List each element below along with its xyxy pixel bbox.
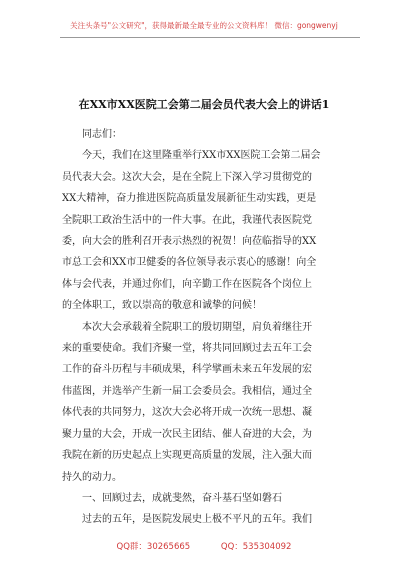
paragraph-line: 伟蓝图，并选举产生新一届工会委员会。我相信，通过全	[62, 385, 312, 397]
paragraph-line: 工作的奋斗历程与丰硕成果，科学擘画未来五年发展的宏	[62, 364, 312, 376]
paragraph-line: XX大精神，奋力推进医院高质量发展新征生动实践，更是	[62, 193, 317, 205]
paragraph-1	[62, 145, 352, 316]
document-body	[62, 124, 352, 531]
header-note: 关注头条号"公文研究"，获得最新最全最专业的公文资料库！ 微信：gongwenyj	[70, 21, 338, 30]
paragraph-line: 今天，我们在这里隆重举行XX市XX医院工会第二届会	[82, 150, 321, 162]
paragraph-line: 委，向大会的胜利召开表示热烈的祝贺！向莅临指导的XX	[62, 236, 317, 248]
paragraph-line: 持久的动力。	[62, 471, 122, 483]
paragraph-line: 体代表的共同努力，这次大会必将开成一次统一思想、凝	[62, 407, 312, 419]
paragraph-line: 我院在新的历史起点上实现更高质量的发展，注入强大而	[62, 450, 312, 462]
paragraph-3: 过去的五年，是医院发展史上极不平凡的五年。我们	[82, 514, 312, 526]
salutation: 同志们：	[82, 129, 122, 140]
header-divider	[60, 37, 360, 38]
paragraph-line: 全院职工政治生活中的一件大事。在此，我谨代表医院党	[62, 214, 312, 226]
paragraph-line: 市总工会和XX市卫健委的各位领导表示衷心的感谢！向全	[62, 257, 317, 269]
paragraph-line: 员代表大会。这次大会，是在全院上下深入学习贯彻党的	[62, 171, 312, 183]
paragraph-line: 体与会代表，并通过你们，向辛勤工作在医院各个岗位上	[62, 278, 312, 290]
document-title: 在XX市XX医院工会第二届会员代表大会上的讲话1	[78, 98, 330, 111]
paragraph-line: 本次大会承载着全院职工的殷切期望，肩负着继往开	[82, 321, 312, 333]
section-heading: 一、回顾过去，成就斐然，奋斗基石坚如磐石	[82, 492, 282, 504]
footer-contacts	[0, 540, 408, 552]
paragraph-line: 的全体职工，致以崇高的敬意和诚挚的问候！	[62, 300, 262, 312]
paragraph-2	[62, 317, 352, 488]
paragraph-line: 来的重要使命。我们齐聚一堂，将共同回顾过去五年工会	[62, 343, 312, 355]
footer-qq: QQ：535304092	[220, 542, 292, 552]
paragraph-line: 聚力量的大会，开成一次民主团结、催人奋进的大会，为	[62, 428, 312, 440]
footer-qq-group: QQ群：30265665	[116, 542, 191, 552]
